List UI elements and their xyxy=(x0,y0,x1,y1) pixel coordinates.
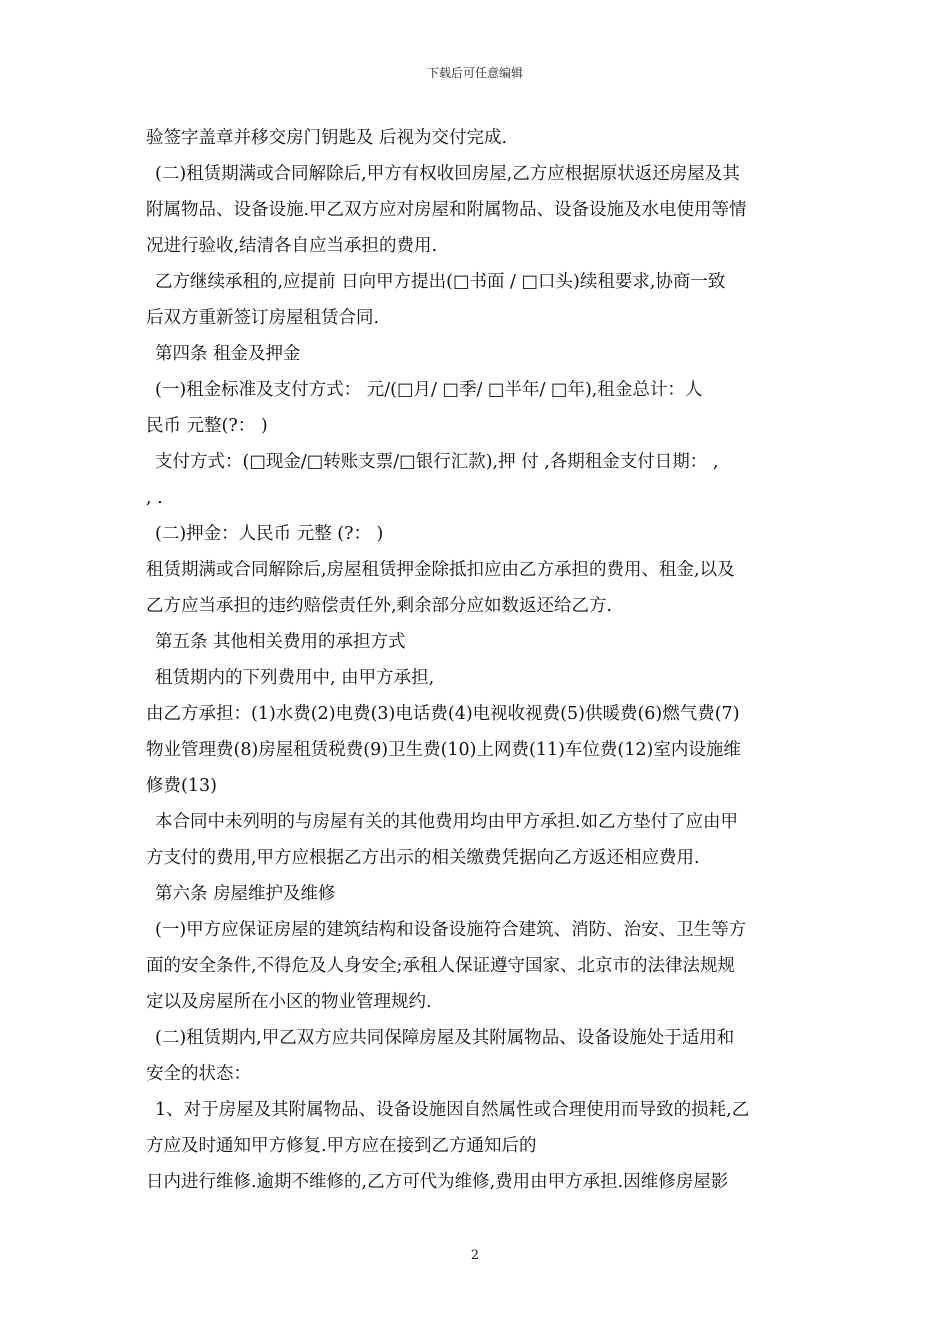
text-line: 由乙方承担：(1)水费(2)电费(3)电话费(4)电视收视费(5)供暖费(6)燃气费(7) xyxy=(146,704,740,724)
page-number: 2 xyxy=(470,1248,480,1263)
text-line: , . xyxy=(146,488,163,508)
text-line: 租赁期内的下列费用中, 由甲方承担, xyxy=(155,668,435,688)
text-line: 乙方应当承担的违约赔偿责任外,剩余部分应如数返还给乙方. xyxy=(146,596,613,616)
text-line: 况进行验收,结清各自应当承担的费用. xyxy=(146,236,438,256)
text-line: 面的安全条件,不得危及人身安全;承租人保证遵守国家、北京市的法律法规规 xyxy=(146,956,735,976)
text-line: 租赁期满或合同解除后,房屋租赁押金除抵扣应由乙方承担的费用、租金,以及 xyxy=(146,560,735,580)
text-line: (一)租金标准及支付方式： 元/(□月/ □季/ □半年/ □年),租金总计：人 xyxy=(155,380,703,400)
text-line: 第六条 房屋维护及维修 xyxy=(155,884,336,904)
text-line: 乙方继续承租的,应提前 日向甲方提出(□书面 / □口头)续租要求,协商一致 xyxy=(155,272,726,292)
text-line: 验签字盖章并移交房门钥匙及 后视为交付完成. xyxy=(146,128,508,148)
text-line: 物业管理费(8)房屋租赁税费(9)卫生费(10)上网费(11)车位费(12)室内设施维 xyxy=(146,740,741,760)
text-line: 方应及时通知甲方修复.甲方应在接到乙方通知后的 xyxy=(146,1136,537,1156)
text-line: 后双方重新签订房屋租赁合同. xyxy=(146,308,380,328)
text-line: 民币 元整(?： ) xyxy=(146,416,268,436)
text-line: 支付方式：(□现金/□转账支票/□银行汇款),押 付 ,各期租金支付日期： , xyxy=(155,452,719,472)
text-line: 第四条 租金及押金 xyxy=(155,344,301,364)
text-line: 附属物品、设备设施.甲乙双方应对房屋和附属物品、设备设施及水电使用等情 xyxy=(146,200,747,220)
text-line: 日内进行维修.逾期不维修的,乙方可代为维修,费用由甲方承担.因维修房屋影 xyxy=(146,1172,729,1192)
text-line: 方支付的费用,甲方应根据乙方出示的相关缴费凭据向乙方返还相应费用. xyxy=(146,848,700,868)
text-line: (二)押金：人民币 元整 (?： ) xyxy=(155,524,384,544)
document-body xyxy=(146,120,806,1200)
text-line: 定以及房屋所在小区的物业管理规约. xyxy=(146,992,432,1012)
text-line: 修费(13) xyxy=(146,776,217,796)
text-line: 第五条 其他相关费用的承担方式 xyxy=(155,632,406,652)
text-line: (一)甲方应保证房屋的建筑结构和设备设施符合建筑、消防、治安、卫生等方 xyxy=(155,920,747,940)
text-line: 安全的状态： xyxy=(146,1064,251,1084)
text-line: (二)租赁期内,甲乙双方应共同保障房屋及其附属物品、设备设施处于适用和 xyxy=(155,1028,735,1048)
text-line: 1、对于房屋及其附属物品、设备设施因自然属性或合理使用而导致的损耗,乙 xyxy=(155,1100,750,1120)
text-line: (二)租赁期满或合同解除后,甲方有权收回房屋,乙方应根据原状返还房屋及其 xyxy=(155,164,740,184)
text-line: 本合同中未列明的与房屋有关的其他费用均由甲方承担.如乙方垫付了应由甲 xyxy=(155,812,739,832)
page-header: 下载后可任意编辑 xyxy=(426,66,523,80)
